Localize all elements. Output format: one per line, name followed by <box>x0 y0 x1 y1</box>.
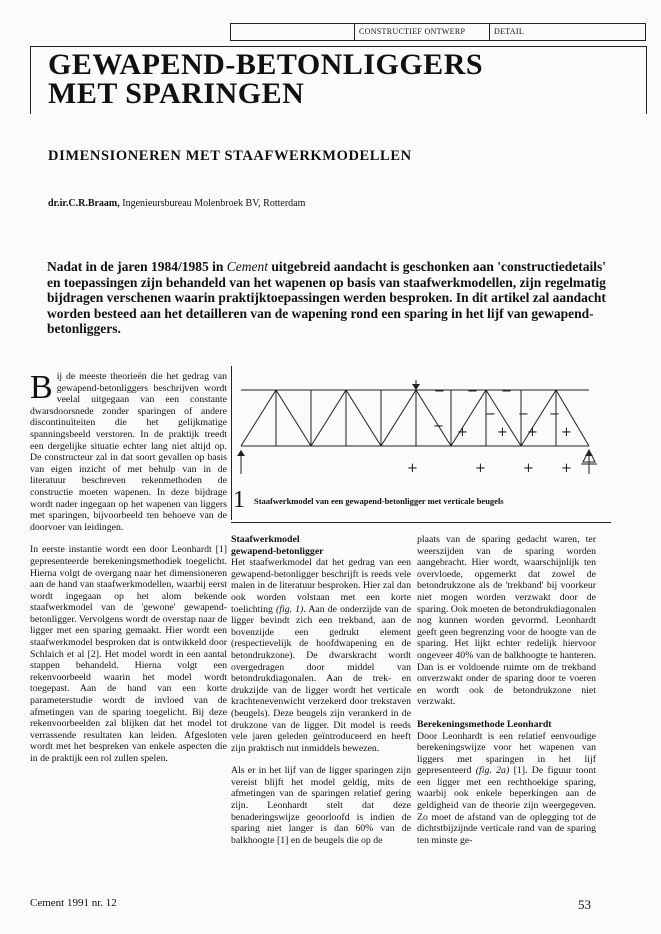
title-line-2: MET SPARINGEN <box>48 77 305 110</box>
col1-p1-text: ij de meeste theorieën die het gedrag van gewapend-betonliggers beschrijven wordt veelal uitgegaan van een constante dwarsdoorsnede zonder sparingen of andere discontinuïteiten die het gelijkmatige spanningsbeeld verstoren. In de praktijk treedt een dergelijke situatie echter lang niet altijd op. De constructeur zal in dat soort gevallen op basis van eigen inzicht of met behulp van in de literatuur beschreven rekenmethoden de constructie moeten wapenen. In deze bijdrage wordt nader ingegaan op het wapenen van liggers met sparingen, bijvoorbeeld ten behoeve van de doorvoer van leidingen. <box>30 371 227 533</box>
drop-cap: B <box>30 369 53 406</box>
plus-sign: + <box>523 461 534 476</box>
title-frame-left <box>30 46 31 114</box>
minus-sign: − <box>467 384 478 399</box>
title-line-1: GEWAPEND-BETONLIGGERS <box>48 48 484 81</box>
column-2 <box>231 534 411 846</box>
minus-sign: − <box>433 419 444 434</box>
author-affiliation: Ingenieursbureau Molenbroek BV, Rotterdam <box>122 198 306 209</box>
minus-sign: − <box>434 384 445 399</box>
col3-p2-text-a: Door Leonhardt is een relatief eenvoudige berekeningswijze voor het wapenen van liggers met sparingen in het lijf gepresenteerd <box>417 730 596 777</box>
minus-sign: − <box>518 407 529 422</box>
category-label: DETAIL <box>489 24 644 40</box>
lead-cement: Cement <box>226 259 269 274</box>
col2-p1-text-a: Het staafwerkmodel dat het gedrag van een gewapend-betonligger beschrijft is reeds vele malen in de literatuur besproken. Hier zal dan ook worden volstaan met een korte toelichting <box>231 557 411 615</box>
section-heading-1: Staafwerkmodel <box>231 534 300 545</box>
figure-bottom-rule <box>231 522 611 523</box>
col1-paragraph-2: In eerste instantie wordt een door Leonhardt [1] gepresenteerde berekeningsmethodiek toegelicht. Hierna volgt de overgang naar het dimensioneren aan de hand van staafwerkmodellen, waarbij eerst wordt ingegaan op het alom bekende staafwerkmodel van de 'gewone' gewapend-betonligger. Vervolgens wordt de overstap naar de ligger met een sparing gemaakt. Hier wordt een staafwerkmodel besproken dat is ontwikkeld door Schlaich et al [2]. Het model wordt in een aantal stappen behandeld. Hierna volgt een rekenvoorbeeld waarin het model wordt toegepast. Aan de hand van een korte parameterstudie wordt de invloed van de afmetingen van de sparing toegelicht. Bij deze rekenvoorbeelden zal blijken dat het model tot verrassende resultaten kan leiden. Afgesloten wordt met het bespreken van enkele aspecten die in de praktijk een rol zullen spelen. <box>30 544 227 764</box>
figure-1-truss <box>231 380 611 498</box>
title-frame-top <box>30 46 647 47</box>
section-heading-2: gewapend-betonligger <box>231 545 324 557</box>
author-name: dr.ir.C.R.Braam, <box>48 198 120 209</box>
section-heading-leonhardt: Berekeningsmethode Leonhardt <box>417 718 552 730</box>
figure-reference: (fig. 1) <box>276 603 304 615</box>
column-1 <box>30 371 227 765</box>
minus-sign: − <box>549 407 560 422</box>
minus-sign: − <box>485 407 496 422</box>
page-number: 53 <box>578 897 591 912</box>
plus-sign: + <box>561 461 572 476</box>
col3-paragraph-2 <box>417 731 596 847</box>
section-label: CONSTRUCTIEF ONTWERP <box>354 24 489 40</box>
col3-paragraph-1: plaats van de sparing gedacht waren, ter weerszijden van de sparing worden aangebracht. Hier wordt, waarschijnlijk ten overvloede, opgemerkt dat zowel de betondrukzone als de 'trekband' bij voorkeur niet mogen worden verzwakt door de sparing. Ook moeten de betondrukdiagonalen nog kunnen worden gevormd. Leonhardt geeft geen begrenzing voor de hoogte van de sparing. Het lijkt echter redelijk hiervoor ongeveer 40% van de balkhoogte te hanteren. Dan is er voldoende ruimte om de trekband onverzwakt onder de sparing door te voeren en wordt ook de betondrukzone niet verzwakt. <box>417 534 596 708</box>
plus-sign: + <box>497 425 508 440</box>
journal-footer: Cement 1991 nr. 12 <box>30 897 117 909</box>
section-header-box <box>230 23 646 41</box>
lead-part-2: uitgebreid aandacht is geschonken aan 'constructiedetails' en toepassingen zijn behandeld van het wapenen op basis van staafwerkmodellen, zijn regelmatig bijdragen verschenen waarin praktijktoepassingen werden besproken. In dit artikel zal aandacht worden besteed aan het detailleren van de wapening rond een sparing in het lijf van gewapend-betonliggers. <box>47 259 607 336</box>
plus-sign: + <box>527 425 538 440</box>
col2-paragraph-2: Als er in het lijf van de ligger sparingen zijn vereist blijft het model geldig, mits de afmetingen van de sparingen relatief gering zijn. Leonhardt stelt dat deze benaderingswijze geoorloofd is indien de sparing niet langer is dan 60% van de balkhoogte [1] en de beugels die op de <box>231 765 411 846</box>
title-frame-right <box>646 46 647 114</box>
figure-reference: (fig. 2a) <box>475 765 510 777</box>
lead-part-1: Nadat in de jaren 1984/1985 in <box>47 259 227 274</box>
column-3 <box>417 534 596 846</box>
col1-paragraph-1 <box>30 371 227 533</box>
figure-number: 1 <box>233 487 245 513</box>
minus-sign: − <box>501 384 512 399</box>
plus-sign: + <box>457 425 468 440</box>
figure-caption: Staafwerkmodel van een gewapend-betonligger met verticale beugels <box>254 496 504 506</box>
article-title <box>48 50 638 108</box>
col2-p1-text-b: . Aan de onderzijde van de ligger bevindt zich een trekband, aan de bovenzijde een gedrukt element (respectievelijk de hoofdwapening en de betondrukzone). De dwarskracht wordt overgedragen door middel van betondrukdiagonalen. Aan de trek- en drukzijde van de ligger wordt het verticale krachtenevenwicht verzekerd door trekstaven (beugels). Deze beugels zijn verankerd in de drukzone van de ligger. Dit model is reeds vele jaren geleden geïntroduceerd en heeft zijn praktisch nut inmiddels bewezen. <box>231 603 411 754</box>
plus-sign: + <box>475 461 486 476</box>
article-subtitle: DIMENSIONEREN MET STAAFWERKMODELLEN <box>48 148 412 164</box>
col3-p2-text-b: [1]. De figuur toont een ligger met een rechthoekige sparing, waarbij ook enkele beperkingen aan de geldigheid van de theorie zijn weergegeven. Zo moet de afstand van de oplegging tot de dichtstbijzijnde verticale rand van de sparing ten minste ge- <box>417 765 596 846</box>
plus-sign: + <box>561 425 572 440</box>
author-line <box>48 198 638 209</box>
plus-sign: + <box>407 461 418 476</box>
lead-paragraph <box>47 259 607 337</box>
col2-paragraph-1 <box>231 557 411 754</box>
